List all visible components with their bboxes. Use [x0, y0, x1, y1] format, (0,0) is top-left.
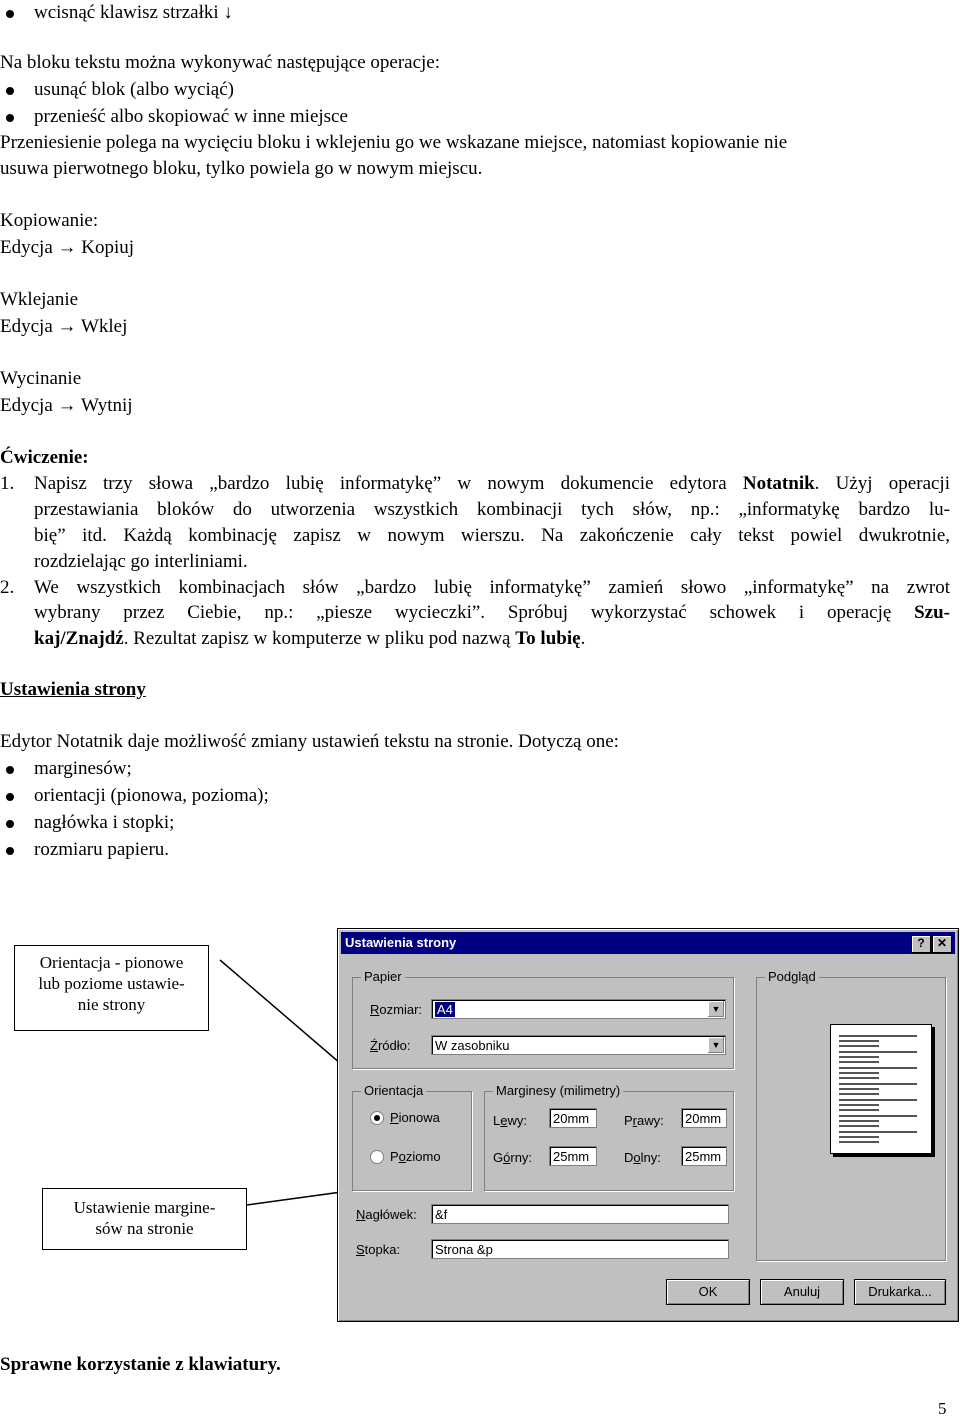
top-margin-label: Górny: — [493, 1150, 533, 1165]
block-ops-intro: Na bloku tekstu można wykonywać następujące operacje: — [0, 52, 441, 73]
exercise-2-line: We wszystkich kombinacjach słów „bardzo lubię informatykę” zamień słowo „informatykę” na zwrot — [34, 577, 950, 598]
page-setup-intro: Edytor Notatnik daje możliwość zmiany ustawień tekstu na stronie. Dotyczą one: — [0, 731, 619, 752]
bottom-margin-input[interactable]: 25mm — [681, 1146, 727, 1166]
margins-group — [484, 1083, 734, 1191]
page-setup-item: rozmiaru papieru. — [34, 839, 170, 860]
section-heading: Ustawienia strony — [0, 679, 146, 700]
paper-group — [352, 969, 734, 1069]
page-setup-item: orientacji (pionowa, pozioma); — [34, 785, 269, 806]
exercise-heading: Ćwiczenie: — [0, 447, 89, 468]
left-margin-label: Lewy: — [493, 1113, 527, 1128]
exercise-2-line: wybrany przez Ciebie, np.: „piesze wycieczki”. Spróbuj wykorzystać schowek i operację Szu- — [34, 602, 950, 623]
exercise-1-line: Napisz trzy słowa „bardzo lubię informatykę” w nowym dokumencie edytora Notatnik. Użyj operacji — [34, 473, 950, 494]
dialog-titlebar — [341, 932, 955, 954]
preview-page — [830, 1024, 932, 1154]
size-label: Rozmiar: — [370, 1002, 423, 1017]
exercise-1-line: przestawiania bloków do utworzenia wszystkich kombinacji tych słów, np.: „informatykę bardzo lu- — [34, 499, 950, 520]
orientation-group — [352, 1083, 472, 1191]
left-margin-input[interactable]: 20mm — [549, 1108, 597, 1128]
landscape-label[interactable]: Poziomo — [390, 1149, 441, 1164]
arrow-right-icon: → — [57, 395, 77, 416]
arrow-key-item: wcisnąć klawisz strzałki ↓ — [34, 2, 233, 23]
chevron-down-icon[interactable]: ▼ — [708, 1001, 724, 1017]
exercise-1-line: bię” itd. Każdą kombinację zapisz w nowym wierszu. Na zakończenie cały tekst powiel dwukrotnie, — [34, 525, 950, 546]
arrow-right-icon: → — [57, 316, 77, 337]
group-label: Orientacja — [361, 1083, 426, 1098]
chevron-down-icon[interactable]: ▼ — [708, 1037, 724, 1053]
arrow-down-icon: ↓ — [223, 2, 233, 23]
top-margin-input[interactable]: 25mm — [549, 1146, 597, 1166]
page-number: 5 — [938, 1399, 947, 1418]
help-button[interactable]: ? — [911, 935, 931, 953]
right-margin-input[interactable]: 20mm — [681, 1108, 727, 1128]
size-select[interactable]: A4 ▼ — [431, 999, 726, 1019]
exercise-number: 1. — [0, 473, 15, 494]
operation-name: Wycinanie — [0, 368, 82, 389]
printer-button[interactable]: Drukarka... — [854, 1279, 946, 1305]
moving-paragraph: Przeniesienie polega na wycięciu bloku i wklejeniu go we wskazane miejsce, natomiast kopiowanie nie — [0, 132, 788, 153]
block-op-item: przenieść albo skopiować w inne miejsce — [34, 106, 348, 127]
page-setup-dialog — [337, 928, 959, 1322]
callout-margins: Ustawienie margine- sów na stronie — [42, 1188, 247, 1250]
callout-orientation: Orientacja - pionowe lub poziome ustawie- nie strony — [14, 945, 209, 1031]
block-op-item: usunąć blok (albo wyciąć) — [34, 79, 234, 100]
right-margin-label: Prawy: — [624, 1113, 664, 1128]
group-label: Marginesy (milimetry) — [493, 1083, 623, 1098]
exercise-1-line: rozdzielając go interliniami. — [34, 551, 248, 572]
footer-label: Stopka: — [356, 1242, 401, 1257]
exercise-number: 2. — [0, 577, 15, 598]
header-input[interactable]: &f — [431, 1204, 729, 1224]
exercise-2-line: kaj/Znajdź. Rezultat zapisz w komputerze w pliku pod nazwą To lubię. — [34, 628, 586, 649]
group-label: Podgląd — [765, 969, 819, 984]
page-setup-item: nagłówka i stopki; — [34, 812, 175, 833]
header-label: Nagłówek: — [356, 1207, 417, 1222]
arrow-right-icon: → — [57, 237, 77, 258]
dialog-title: Ustawienia strony — [345, 935, 457, 950]
cancel-button[interactable]: Anuluj — [760, 1279, 844, 1305]
source-label: Źródło: — [370, 1038, 411, 1053]
operation-name: Kopiowanie: — [0, 210, 99, 231]
operation-name: Wklejanie — [0, 289, 79, 310]
page-setup-item: marginesów; — [34, 758, 132, 779]
operation-path: Edycja → Kopiuj — [0, 237, 135, 258]
preview-group — [756, 969, 946, 1261]
keyboard-heading: Sprawne korzystanie z klawiatury. — [0, 1354, 281, 1375]
close-button[interactable]: ✕ — [932, 935, 952, 953]
portrait-label[interactable]: Pionowa — [390, 1110, 440, 1125]
landscape-radio[interactable] — [370, 1150, 384, 1164]
moving-paragraph: usuwa pierwotnego bloku, tylko powiela go w nowym miejscu. — [0, 158, 483, 179]
operation-path: Edycja → Wytnij — [0, 395, 133, 416]
source-select[interactable]: W zasobniku ▼ — [431, 1035, 726, 1055]
portrait-radio[interactable] — [370, 1111, 384, 1125]
operation-path: Edycja → Wklej — [0, 316, 128, 337]
group-label: Papier — [361, 969, 405, 984]
ok-button[interactable]: OK — [666, 1279, 750, 1305]
footer-input[interactable]: Strona &p — [431, 1239, 729, 1259]
bottom-margin-label: Dolny: — [624, 1150, 661, 1165]
